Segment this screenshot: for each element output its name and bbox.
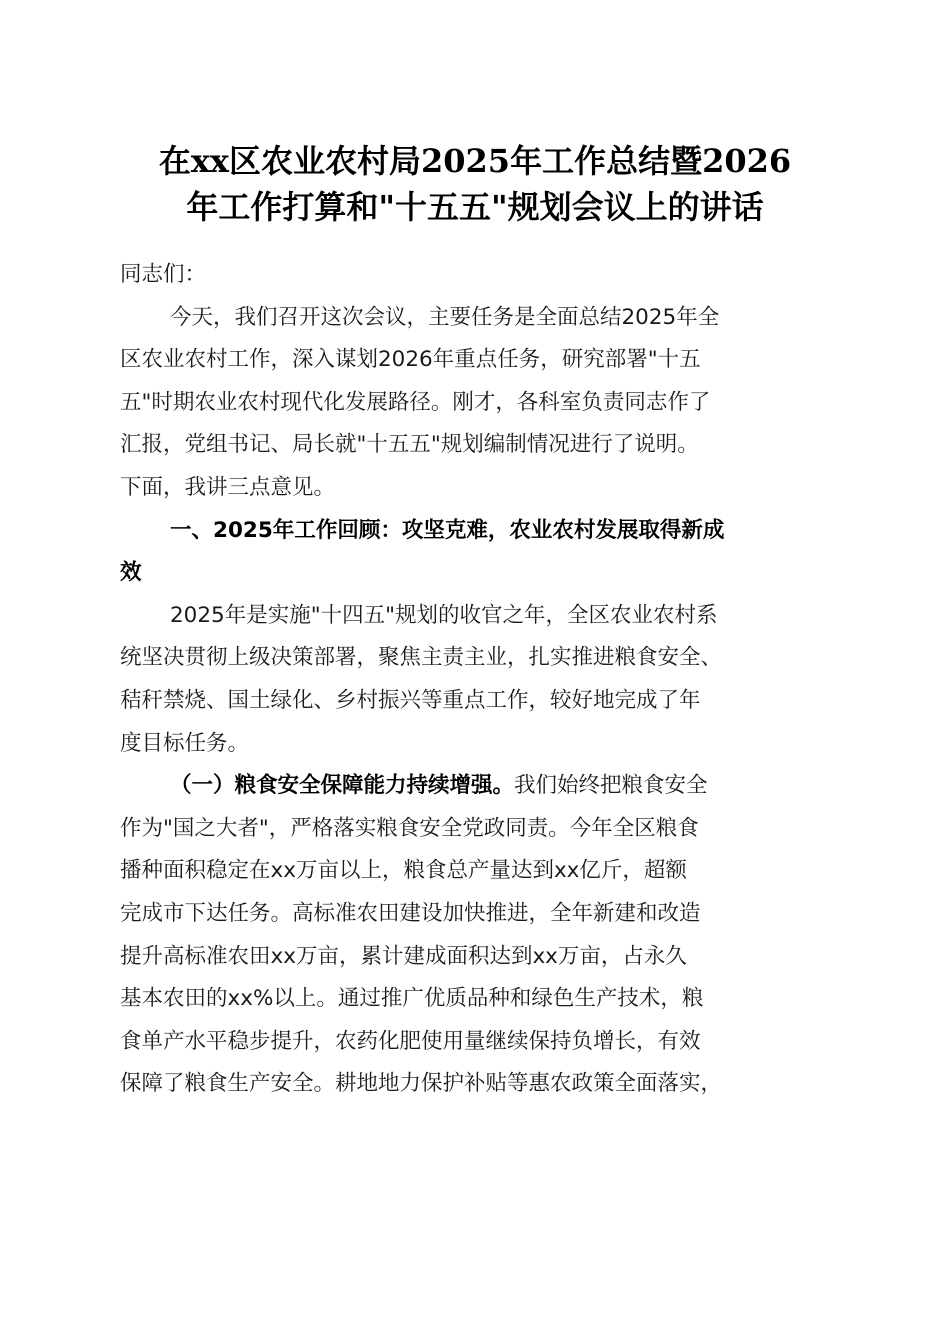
intro-line: 下面，我讲三点意见。: [120, 474, 336, 500]
intro-line: 区农业农村工作，深入谋划2026年重点任务，研究部署"十五: [120, 347, 701, 373]
greeting: 同志们：: [120, 262, 207, 287]
subsection-line: 提升高标准农田xx万亩，累计建成面积达到xx万亩，占永久: [120, 943, 687, 969]
subsection-heading: （一）粮食安全保障能力持续增强。: [170, 773, 515, 799]
title-line: 年工作打算和"十五五"规划会议上的讲话: [186, 188, 764, 226]
section-heading-line: 一、2025年工作回顾：攻坚克难，农业农村发展取得新成: [170, 517, 725, 543]
intro-line: 汇报，党组书记、局长就"十五五"规划编制情况进行了说明。: [120, 432, 699, 458]
subsection-line: 食单产水平稳步提升，农药化肥使用量继续保持负增长，有效: [120, 1028, 701, 1054]
subsection-line: 保障了粮食生产安全。耕地地力保护补贴等惠农政策全面落实，: [120, 1071, 723, 1097]
title-line: 在xx区农业农村局2025年工作总结暨2026: [158, 142, 792, 180]
document-title: [100, 138, 850, 230]
section-paragraph-line: 2025年是实施"十四五"规划的收官之年，全区农业农村系: [170, 602, 718, 628]
subsection-line: 基本农田的xx%以上。通过推广优质品种和绿色生产技术，粮: [120, 986, 704, 1012]
section-heading-line: 效: [120, 560, 142, 586]
subsection-line: 完成市下达任务。高标准农田建设加快推进，全年新建和改造: [120, 900, 701, 926]
intro-line: 五"时期农业农村现代化发展路径。刚才，各科室负责同志作了: [120, 389, 711, 415]
subsection-first-line: [120, 765, 840, 808]
document-body: [120, 254, 840, 1106]
subsection-line: 播种面积稳定在xx万亩以上，粮食总产量达到xx亿斤，超额: [120, 858, 687, 884]
subsection-first-line-rest: 我们始终把粮食安全: [514, 773, 708, 799]
section-paragraph-line: 统坚决贯彻上级决策部署，聚焦主责主业，扎实推进粮食安全、: [120, 645, 723, 671]
intro-line: 今天，我们召开这次会议，主要任务是全面总结2025年全: [170, 304, 720, 330]
section-paragraph-line: 度目标任务。: [120, 730, 250, 756]
section-paragraph-line: 秸秆禁烧、国土绿化、乡村振兴等重点工作，较好地完成了年: [120, 687, 701, 713]
subsection-line: 作为"国之大者"，严格落实粮食安全党政同责。今年全区粮食: [120, 815, 699, 841]
